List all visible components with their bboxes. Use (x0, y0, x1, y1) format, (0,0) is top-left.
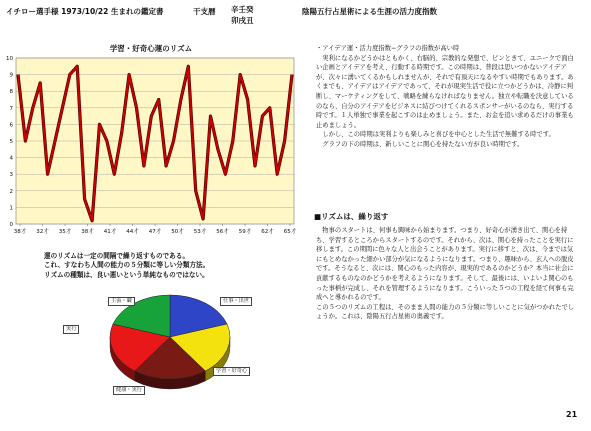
y-tick-label: 9 (9, 72, 13, 79)
kanshi-line-1: 辛壬癸 (231, 5, 254, 14)
text-s2p2: この５つのリズムの工程は、そのまま人間の能力の５分類に等しいことに気がつかれたでしょうか。これは、陰陽五行占星術の奥義です。 (316, 303, 575, 321)
y-tick-label: 6 (9, 122, 13, 129)
text-p4: グラフの下の時期は、新しいことに関心を持たない方が良い時期です。 (322, 140, 524, 148)
rhythm-line-3: リズムの種類は、良い悪いという単純なものではない。 (44, 270, 209, 279)
y-tick-label: 2 (9, 188, 13, 195)
pie-label-jikkou: 実行 (63, 325, 79, 334)
y-tick-label: 8 (9, 89, 13, 96)
x-tick-label: 47才 (148, 229, 162, 235)
text-p1: ・アイデア運・活力度指数−グラフの指数が高い時 (316, 45, 460, 52)
pie-label-gakushu: 学習・好奇心 (213, 367, 250, 376)
kanshi-line-2: 卯戌丑 (231, 16, 254, 25)
chart-title: 学習・好奇心運のリズム (109, 44, 193, 53)
line-chart (0, 52, 300, 236)
header-client-line: イチロー選手様 1973/10/22 生まれの鑑定書 (6, 7, 164, 16)
x-tick-label: 44才 (126, 229, 139, 235)
section2-heading: ■リズムは、繰り返す (314, 212, 389, 221)
x-tick-label: 62才 (261, 229, 274, 235)
text-p2: 実利になるかどうかはともかく、右脳的、宗教的な発想で、ピンときて、ユニークで面白い企画とアイデアを考え、行動する時期です。この時期は、普段は思いつかないアイデアが、次々に湧いてくるかもしれませんが、それで有頂天になるやすい時期でもあります。あくまでも、アイデアはアイデアであって、それが現実生活で役に立つかどうかは、冷静に判断し、マーケティングをして、戦略を練らなければなりません。独立や転職を決意しているのなら、自分のアイデアをビジネスに結びつけてくれるスポンサーがいるのなら、実行する時です。１人単独で事業を起こすのは止めましょう。また、お金を追い求めるだけの事業も止めましょう。 (316, 54, 574, 129)
rhythm-line-2: これ、すなわち人間の能力の５分類に等しい分類方法。 (44, 261, 210, 270)
x-tick-label: 35才 (58, 229, 72, 235)
y-tick-label: 0 (9, 222, 13, 228)
x-tick-label: 38才 (13, 229, 27, 235)
y-tick-label: 1 (9, 205, 13, 212)
x-tick-label: 32才 (36, 229, 49, 235)
text-s2p1: 物事のスタートは、何事も興味から始まります。つまり、好奇心が湧き出て、関心を持ち、学習するところからスタートするのです。それから、次は、関心を持ったことを実行に移します。この期間に色々な人と出会うことがあります。実行に移すと、次は、今までは気にもとめなかった細かい部分が気になるようになります。つまり、趣味から、玄人への脱皮です。そうなると、次には、関心のもった内容が、現実的であるのかどうか？本当に社会に貢献するものなのかどうかを考えるようになります。そして、最後には、いよいよ関心のもった事柄が完成し、それを管理するようになります。こういった５つの工程を経て何事も完成へと導かれるのです。 (316, 227, 574, 302)
header-right-title: 陰陽五行占星術による生涯の活力度指数 (302, 7, 437, 16)
pie-label-kenkou: 健康・実行 (113, 386, 145, 395)
x-tick-label: 50才 (171, 229, 184, 235)
text-block-1 (316, 44, 576, 150)
text-block-2 (316, 226, 576, 322)
x-tick-label: 56才 (216, 229, 229, 235)
x-tick-label: 53才 (193, 229, 207, 235)
text-p3: しかし、この時期は実利よりも楽しみと喜びを中心とした生活で無難する時です。 (322, 131, 555, 139)
y-tick-label: 7 (9, 105, 13, 112)
rhythm-block (44, 252, 209, 280)
rhythm-line-1: 運のリズムは一定の間隔で繰り返すものである。 (44, 252, 189, 260)
x-tick-label: 59才 (238, 229, 252, 235)
y-tick-label: 3 (9, 172, 13, 179)
y-tick-label: 5 (9, 139, 13, 145)
x-tick-label: 41才 (103, 229, 117, 235)
page-number: 21 (566, 410, 578, 419)
y-tick-label: 10 (6, 56, 13, 62)
x-tick-label: 38才 (81, 229, 94, 235)
x-tick-label: 65才 (283, 229, 297, 235)
pie-label-shigoto: 仕事・出世 (220, 297, 252, 306)
pie-label-shuchou: 主張・職 (108, 297, 135, 306)
header-kanshi-label: 干支暦 (193, 7, 216, 16)
y-tick-label: 4 (9, 155, 13, 162)
header-kanshi-values (231, 4, 254, 26)
